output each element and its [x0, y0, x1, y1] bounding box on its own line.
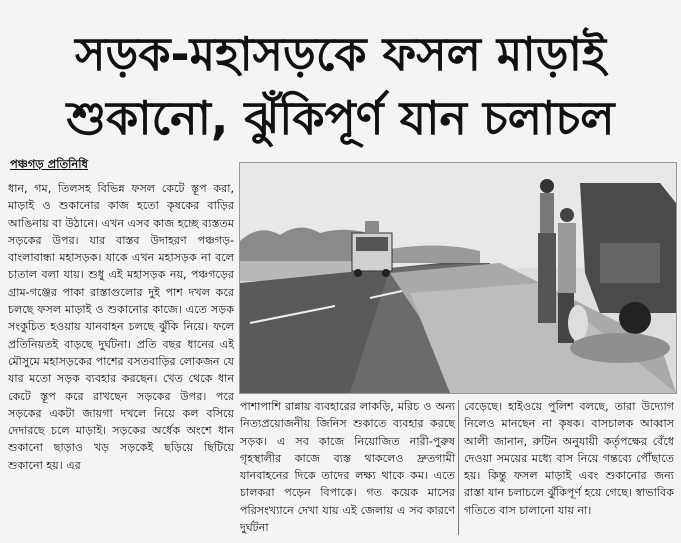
article-photo: [239, 162, 677, 394]
headline-line-1: সড়ক-মহাসড়কে ফসল মাড়াই: [75, 27, 606, 81]
column-divider: [458, 400, 459, 535]
byline: পঞ্চগড় প্রতিনিধি: [10, 157, 88, 171]
harvest-on-highway-photo: [240, 163, 676, 393]
article-column-1: ধান, গম, তিলসহ বিভিন্ন ফসল কেটে স্তূপ করা, মাড়াই ও শুকানোর কাজ হতো কৃষকের বাড়ির আঙিনায় বা উঠানে। এখন এসব কাজ হচ্ছে ব্যস্ততম সড়কের উপর। যার বাস্তব উদাহরণ পঞ্চগড়-বাংলাবান্ধা মহাসড়ক। যাকে এখন মহাসড়ক না বলে চাতাল বলা যায়। শুধু এই মহাসড়ক নয়, পঞ্চগড়ের গ্রাম-গঞ্জের পাকা রাস্তাগুলোর দুই পাশ দখল করে চলছে ফসল মাড়াই ও শুকানোর কাজে। এতে সড়ক সংকুচিত হওয়ায় যানবাহন চলছে ঝুঁকি নিয়ে। ফলে প্রতিনিয়তই বাড়ছে দুর্ঘটনা। প্রতি বছর ধানের এই মৌসুমে মহাসড়কের পাশের বসতবাড়ির লোকজন যে যার মতো সড়ক ব্যবহার করছেন। খেত থেকে ধান কেটে স্তূপ করে রাখছেন সড়কের উপর। পরে সড়কের একটা জায়গা দখলে নিয়ে কল বসিয়ে দেদারছে চলে মাড়াই। সড়কের অর্ধেক অংশে ধান শুকানো ছাড়াও খড় সড়কেই ছড়িয়ে ছিটিয়ে শুকানো হয়। এর: [8, 182, 234, 472]
article-column-2: পাশাপাশি রান্নায় ব্যবহারের লাকড়ি, মরিচ ও অন্য নিত্যপ্রয়োজনীয় জিনিস শুকাতে ব্যবহার করছে সড়ক। এ সব কাজে নিয়োজিত নারী-পুরুষ গৃহস্থালীর কাজে ব্যস্ত থাকলেও দ্রুতগামী যানবাহনের দিকে তাদের লক্ষ্য থাকে কম। এতে চালকরা পড়েন বিপাকে। গত কয়েক মাসের পরিসংখ্যানে দেখা যায় এই জেলায় এ সব কারণে দুর্ঘটনা: [240, 400, 455, 535]
article-column-3: বেড়েছে। হাইওয়ে পুলিশ বলছে, তারা উদ্যোগ নিলেও মানছেন না কৃষক। বাসচালক আব্বাস আলী জানান, রুটিন অনুযায়ী কর্তৃপক্ষের বেঁধে দেওয়া সময়ের মধ্যে বাস নিয়ে গন্তব্যে পৌঁছাতে হয়। কিন্তু ফসল মাড়াই এবং শুকানোর জন্য রাস্তা যান চলাচলে ঝুঁকিপূর্ণ হয়ে গেছে। স্বাভাবিক গতিতে বাস চালানো যায় না।: [464, 400, 674, 517]
headline-line-2: শুকানো, ঝুঁকিপূর্ণ যান চলাচল: [66, 91, 615, 145]
